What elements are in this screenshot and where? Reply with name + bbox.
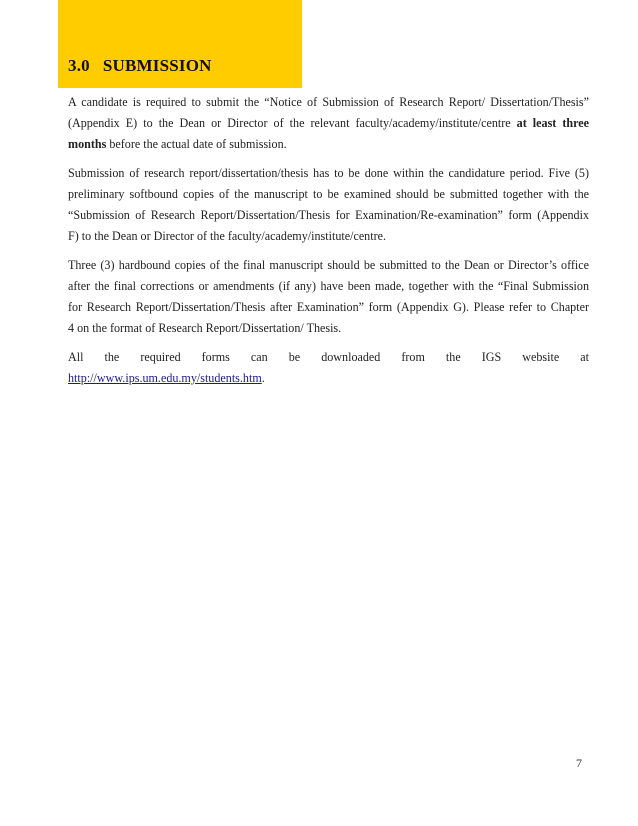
- emphasis-text: at least three: [516, 116, 589, 130]
- paragraph-line: for Research Report/Dissertation/Thesis after Examination” form (Appendix G). Please refer to Chapter: [68, 300, 589, 314]
- page-number: 7: [576, 756, 582, 770]
- paragraph-line: after the final corrections or amendments (if any) have been made, together with the “Final Submission: [68, 279, 589, 293]
- paragraph-hardbound-copies: [68, 255, 589, 339]
- paragraph-line: “Submission of Research Report/Dissertation/Thesis for Examination/Re-examination” form (Appendix: [68, 208, 589, 222]
- paragraph-line: [68, 134, 589, 155]
- paragraph-text: .: [261, 371, 265, 385]
- paragraph-line: preliminary softbound copies of the manuscript to be examined should be submitted together with the: [68, 187, 589, 201]
- paragraph-line: [68, 368, 589, 389]
- paragraph-text: before the actual date of submission.: [106, 137, 287, 151]
- section-title: [68, 56, 212, 76]
- emphasis-text: months: [68, 137, 107, 151]
- paragraph-line: [68, 113, 589, 134]
- paragraph-text: (Appendix E) to the Dean or Director of the relevant faculty/academy/institute/centre: [68, 116, 517, 130]
- paragraph-line: All the required forms can be downloaded from the IGS website at: [68, 350, 589, 364]
- igs-website-link[interactable]: http://www.ips.um.edu.my/students.htm: [68, 371, 262, 385]
- paragraph-line: Three (3) hardbound copies of the final manuscript should be submitted to the Dean or Director’s office: [68, 258, 589, 272]
- paragraph-line: F) to the Dean or Director of the faculty/academy/institute/centre.: [68, 229, 387, 243]
- body-content: [68, 92, 589, 397]
- paragraph-line: Submission of research report/dissertation/thesis has to be done within the candidature period. Five (5): [68, 166, 589, 180]
- paragraph-preliminary-copies: [68, 163, 589, 247]
- paragraph-line: A candidate is required to submit the “Notice of Submission of Research Report/ Dissertation/Thesis”: [68, 95, 589, 109]
- section-title-text: SUBMISSION: [102, 56, 212, 75]
- paragraph-notice-of-submission: [68, 92, 589, 155]
- paragraph-forms-download: [68, 347, 589, 389]
- section-number: 3.0: [68, 56, 90, 75]
- paragraph-line: 4 on the format of Research Report/Dissertation/ Thesis.: [68, 321, 342, 335]
